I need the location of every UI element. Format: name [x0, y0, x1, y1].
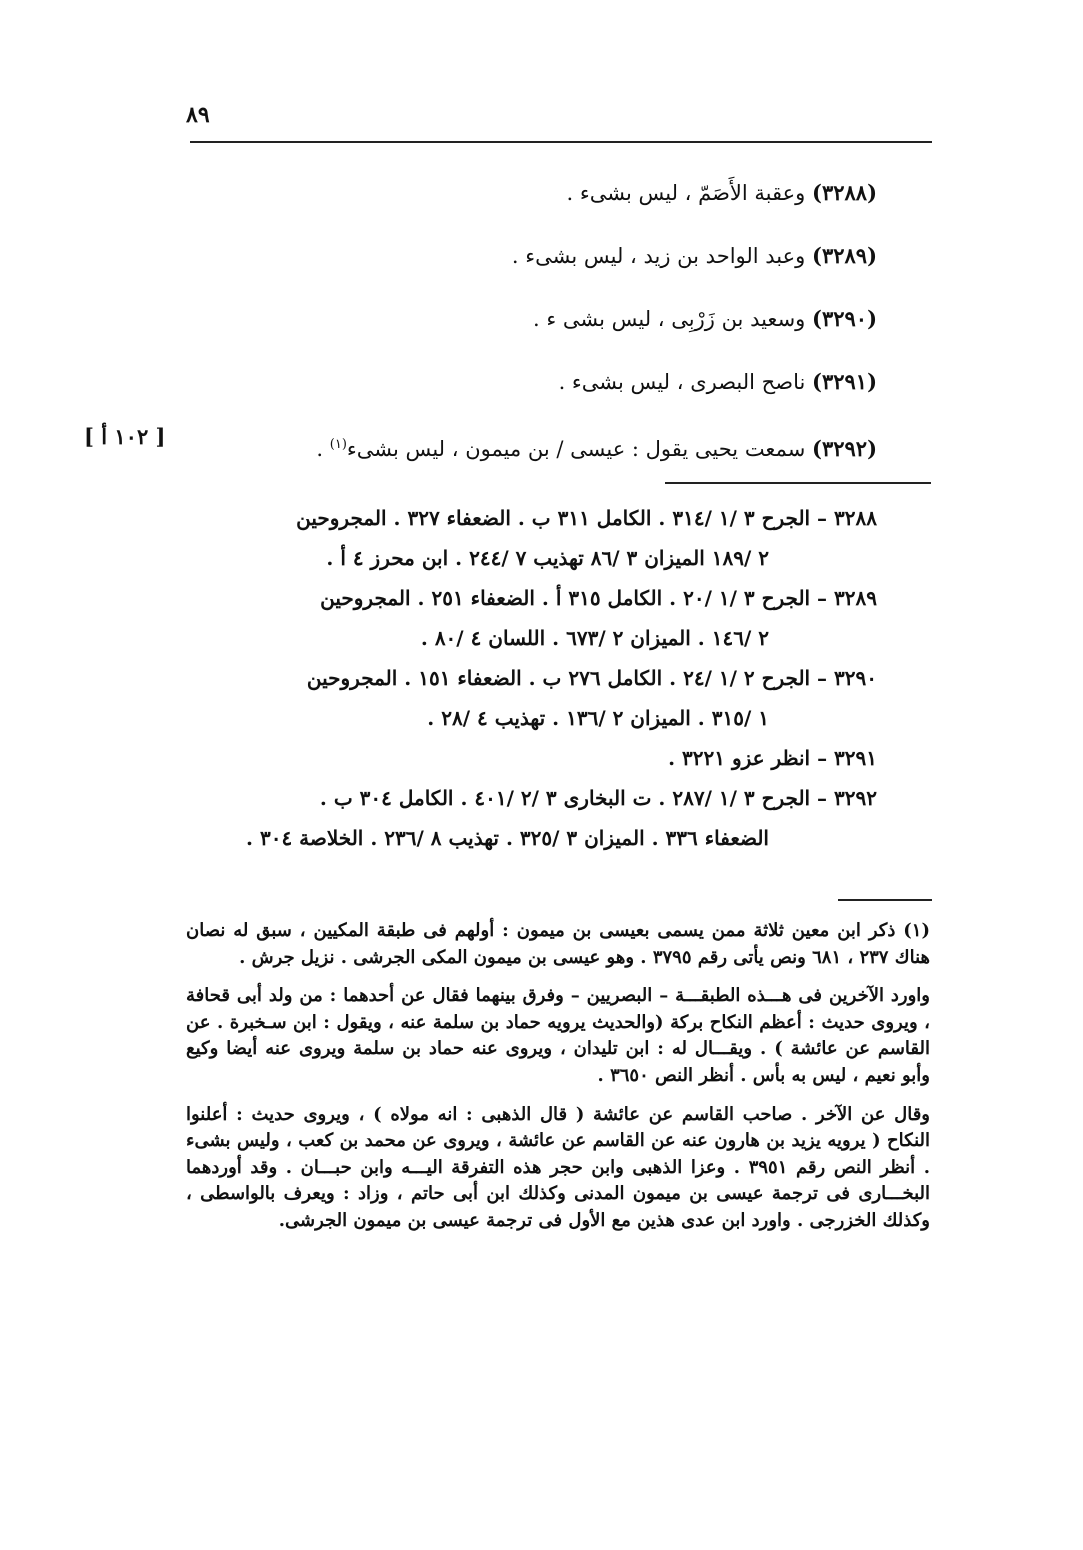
- source-3288-line2: ٢ /١٨٩ الميزان ٣ /٨٦ تهذيب ٧ /٢٤٤ . ابن محرز ٤ أ .: [326, 546, 769, 570]
- entry-3290: [177, 294, 877, 357]
- source-references: [187, 498, 877, 858]
- footnote-paragraph-3: وقال عن الآخر . صاحب القاسم عن عائشة ( قال الذهبى : انه مولاه ) ، ويروى حديث : أعلنوا النكاح ( يرويه يزيد بن هارون عنه عن القاسم عن عائشة ، ويروى عن محمد بن كعب ، وليس بشىء . أنظر النص رقم ٣٩٥١ . وعزا الذهبى وابن حجر هذه التفرقة اليـــه وابن حبـــان . وقد أوردهما البخـــارى فى ترجمة عيسى بن ميمون المدنى وكذلك ابن أبى حاتم ، وزاد : ويعرف بالواسطى ، وكذلك الخزرجى . واورد ابن عدى هذين مع الأول فى ترجمة عيسى بن ميمون الجرشى.: [186, 1103, 930, 1231]
- entry-text: وعقبة الأَصَمّ ، ليس بشىء .: [566, 181, 806, 205]
- footnote-ref: (١): [329, 437, 347, 452]
- narrator-entries: [177, 168, 877, 483]
- entry-text: وعبد الواحد بن زيد ، ليس بشىء .: [511, 244, 806, 268]
- header-rule: [190, 141, 932, 143]
- source-3290-line2: ١ /٣١٥ . الميزان ٢ /١٣٦ . تهذيب ٤ /٢٨ .: [427, 706, 769, 730]
- entry-text: سمعت يحيى يقول : عيسى / بن ميمون ، ليس بشىء: [346, 437, 806, 461]
- entry-3292: [177, 420, 877, 483]
- entry-text: ناصح البصرى ، ليس بشىء .: [558, 370, 806, 394]
- source-3290-line1: ٣٢٩٠ – الجرح ٢ /١ /٢٤ . الكامل ٢٧٦ ب . الضعفاء ١٥١ . المجروحين: [306, 666, 877, 690]
- source-3292-line2: الضعفاء ٣٣٦ . الميزان ٣ /٣٢٥ . تهذيب ٨ /٢٣٦ . الخلاصة ٣٠٤ .: [246, 826, 769, 850]
- entry-text: وسعيد بن زَرْبِى ، ليس بشى ء .: [532, 307, 806, 331]
- entry-number: (٣٢٨٩): [812, 243, 877, 268]
- entry-number: (٣٢٩٢): [812, 436, 877, 461]
- entry-3288: [177, 168, 877, 231]
- sources-rule: [665, 482, 931, 484]
- entry-3289: [177, 231, 877, 294]
- footnote-paragraph-2: واورد الآخرين فى هـــذه الطبقـــة – البصريين – وفرق بينهما فقال عن أحدهما : من ولد أبى قحافة ، ويروى حديث : أعظم النكاح بركة (والحديث يرويه حماد بن سلمة عنه ، ويقول : ابن سـخبرة . عن القاسم عن عائشة ) . ويقـــال له : ابن تليدان ، ويروى عنه حماد بن سلمة ويروى عنه أيضا وكيع وأبو نعيم ، ليس به بأس . أنظر النص ٣٦٥٠ .: [186, 985, 930, 1086]
- source-3292-line1: ٣٢٩٢ – الجرح ٣ /١ /٢٨٧ . ت البخارى ٣ /٢ /٤٠١ . الكامل ٣٠٤ ب .: [319, 786, 877, 810]
- manuscript-folio-marker: [ ١٠٢ أ ]: [84, 424, 166, 449]
- entry-3291: [177, 357, 877, 420]
- source-3289-line2: ٢ /١٤٦ . الميزان ٢ /٦٧٣ . اللسان ٤ /٨٠ .: [420, 626, 769, 650]
- source-3289-line1: ٣٢٨٩ – الجرح ٣ /١ /٢٠ . الكامل ٣١٥ أ . الضعفاء ٢٥١ . المجروحين: [320, 586, 877, 610]
- source-3288-line1: ٣٢٨٨ – الجرح ٣ /١ /٣١٤ . الكامل ٣١١ ب . الضعفاء ٣٢٧ . المجروحين: [296, 506, 877, 530]
- footnotes-rule: [838, 899, 932, 901]
- source-3291-line1: ٣٢٩١ – انظر عزو ٣٢٢١ .: [668, 746, 877, 770]
- footnotes: [186, 918, 930, 1245]
- entry-number: (٣٢٨٨): [812, 180, 877, 205]
- entry-number: (٣٢٩١): [812, 369, 877, 394]
- footnote-paragraph-1: (١) ذكر ابن معين ثلاثة ممن يسمى بعيسى بن ميمون : أولهم فى طبقة المكيين ، سبق له نصان هناك ٢٣٧ ، ٦٨١ ونص يأتى رقم ٣٧٩٥ . وهو عيسى بن ميمون المكى الجرشى . نزيل جرش .: [186, 920, 930, 968]
- entry-number: (٣٢٩٠): [812, 306, 877, 331]
- page-number: ٨٩: [186, 102, 210, 128]
- entry-tail: .: [316, 437, 330, 461]
